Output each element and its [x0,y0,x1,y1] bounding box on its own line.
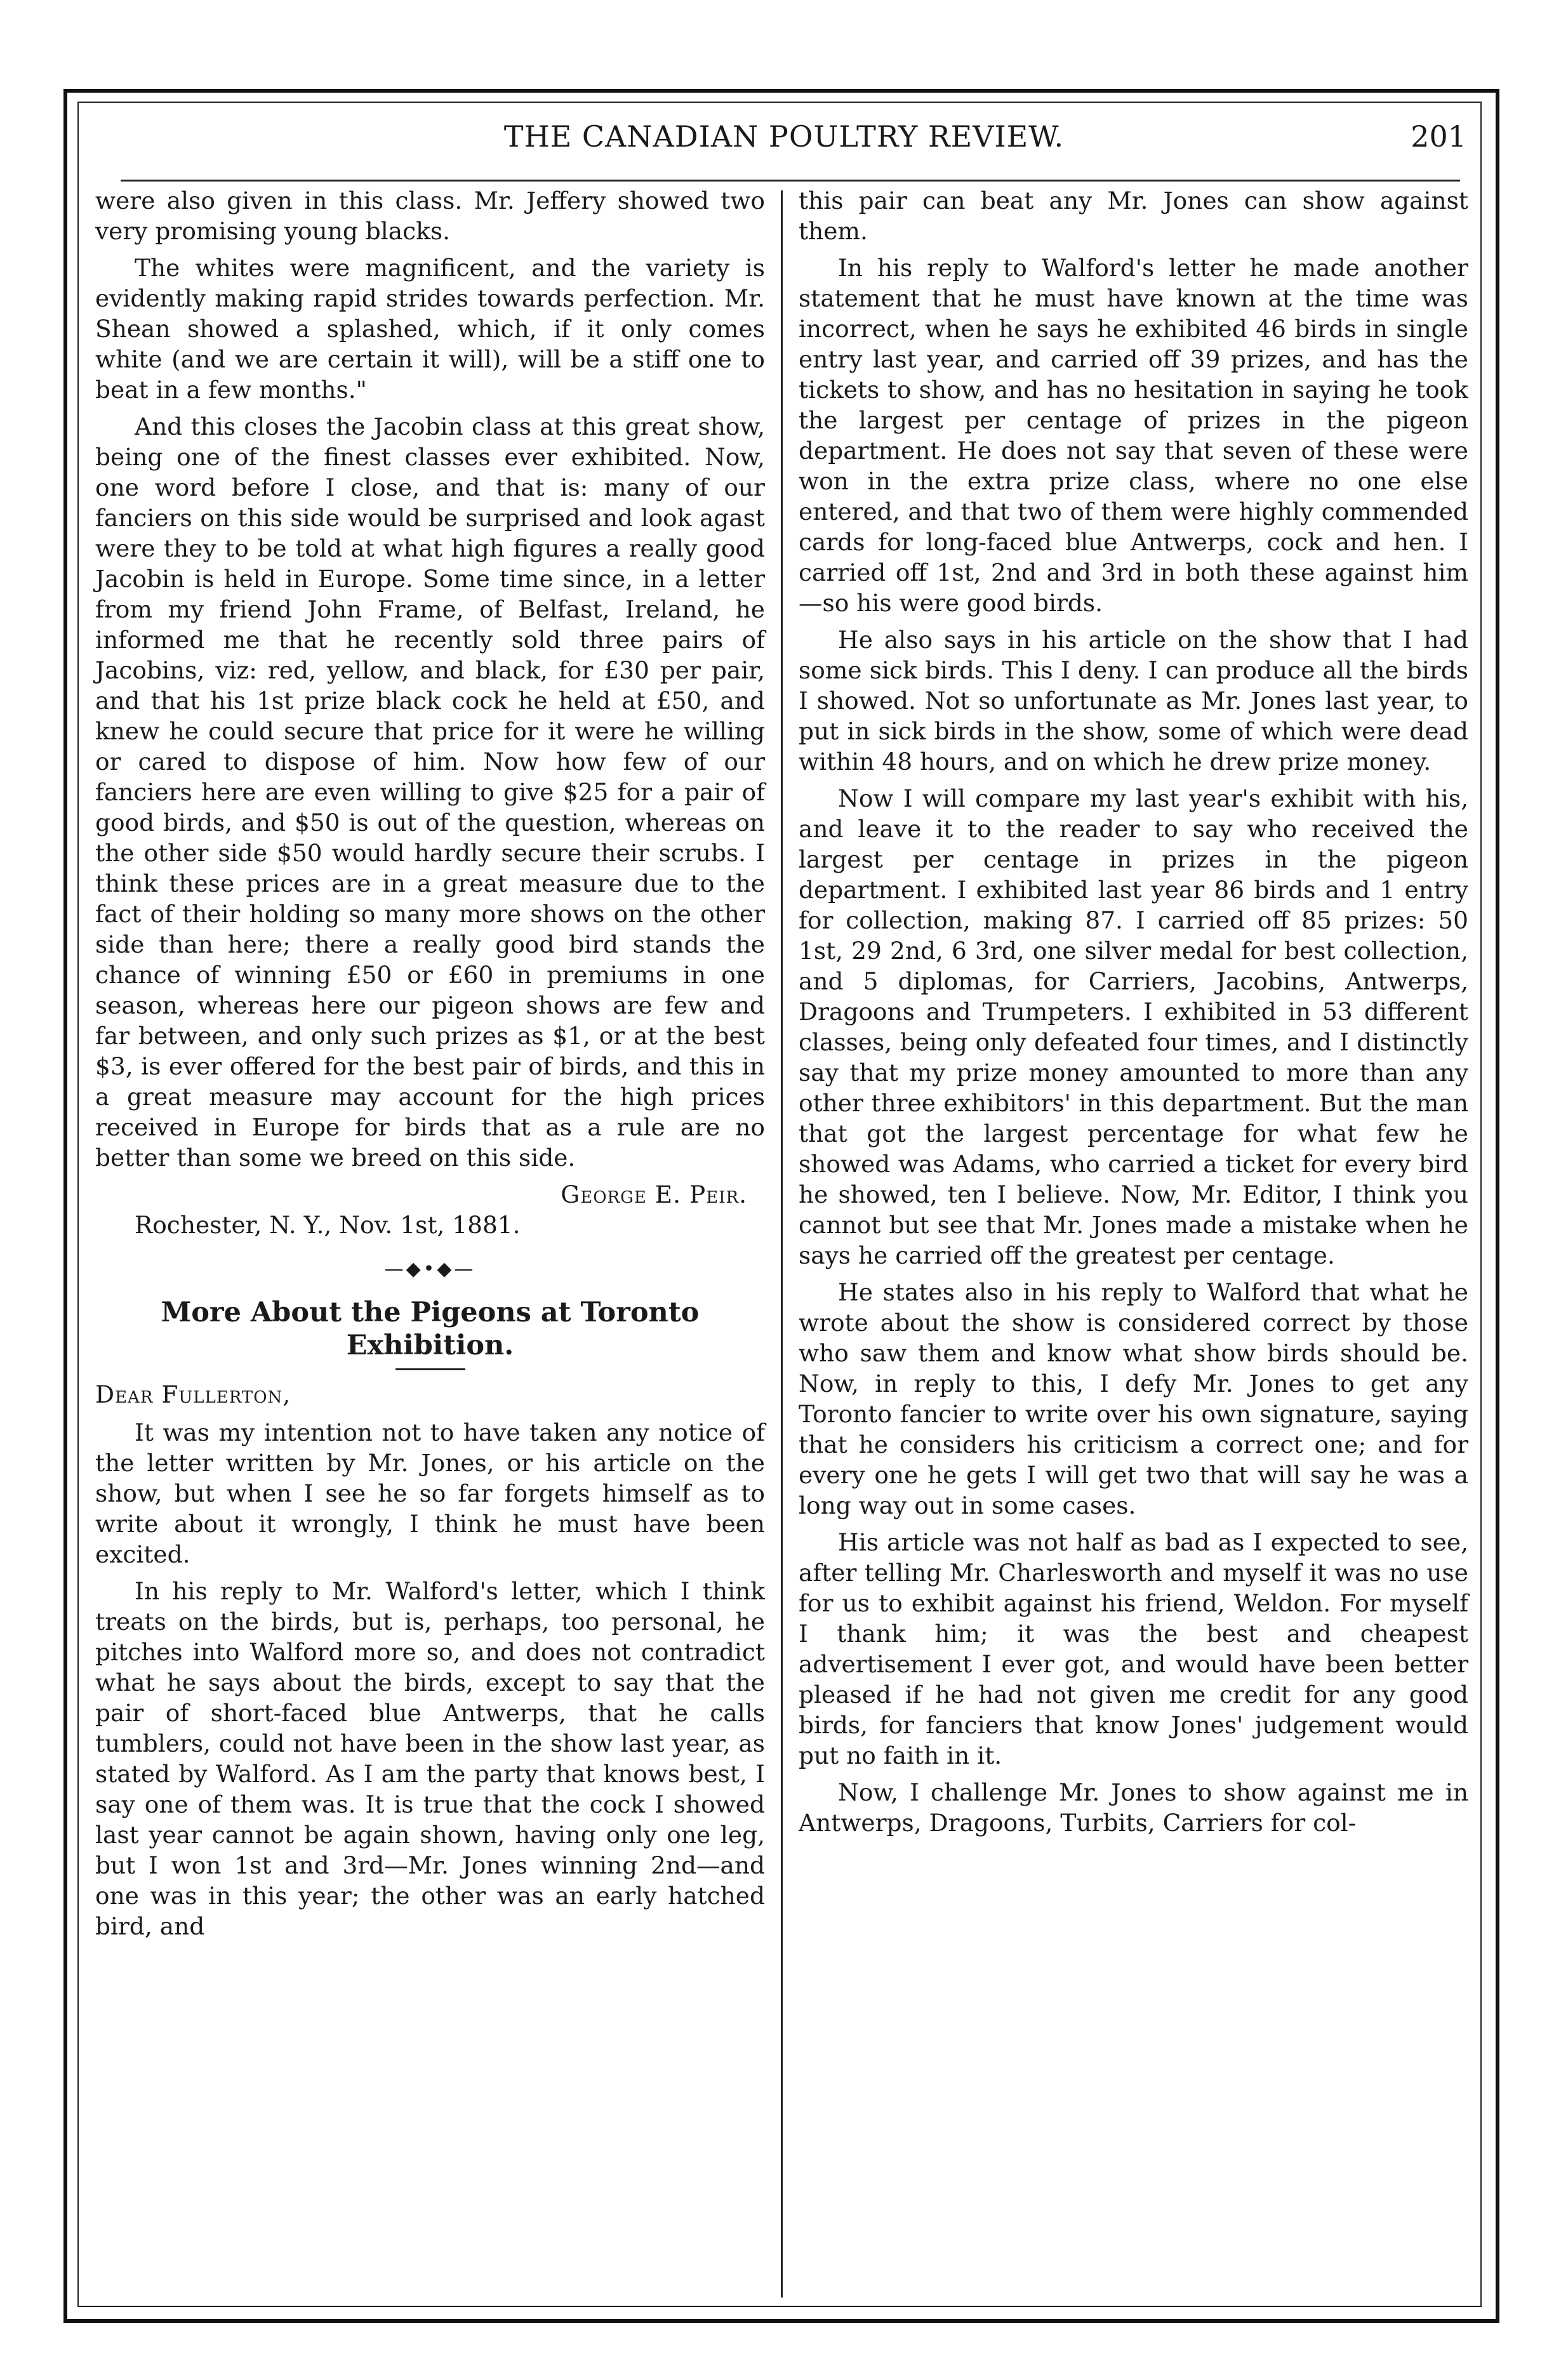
title-rule [395,1368,465,1370]
paragraph: And this closes the Jacobin class at this great show, being one of the finest classes ever exhibited. Now, one word before I close, and that is: many of our fanciers on this side would be surprised and look agast were they to be told at what high figures a really good Jacobin is held in Europe. Some time since, in a letter from my friend John Frame, of Belfast, Ireland, he informed me that he recently sold three pairs of Jacobins, viz: red, yellow, and black, for £30 per pair, and that his 1st prize black cock he held at £50, and knew he could secure that price for it were he willing or cared to dispose of him. Now how few of our fanciers here are even willing to give $25 for a pair of good birds, and $50 is out of the question, whereas on the other side $50 would hardly secure their scrubs. I think these prices are in a great measure due to the fact of their holding so many more shows on the other side than here; there a really good bird stands the chance of winning £50 or £60 in premiums in one season, whereas here our pigeon shows are few and far between, and only such prizes as $1, or at the best $3, is ever offered for the best pair of birds, and this in a great measure may account for the high prices received in Europe for birds that as a rule are no better than some we breed on this side. [95,413,765,1172]
paragraph: were also given in this class. Mr. Jeffery showed two very promising young blacks. [95,187,765,245]
paragraph: Now, I challenge Mr. Jones to show against me in Antwerps, Dragoons, Turbits, Carriers for col- [799,1778,1468,1837]
paragraph: His article was not half as bad as I expected to see, after telling Mr. Charlesworth and myself it was no use for us to exhibit against his friend, Weldon. For myself I thank him; it was the best and cheapest advertisement I ever got, and would have been better pleased if he had not given me credit for any good birds, for fanciers that know Jones' judgement would put no faith in it. [799,1528,1468,1769]
right-column [799,185,1468,1844]
left-column [95,185,765,1948]
page-number: 201 [1411,119,1466,154]
paragraph: this pair can beat any Mr. Jones can show against them. [799,187,1468,245]
column-divider [781,190,783,2297]
salutation: Dear Fullerton, [95,1380,291,1408]
paragraph: It was my intention not to have taken any notice of the letter written by Mr. Jones, or his article on the show, but when I see he so far forgets himself as to write about it wrongly, I think he must have been excited. [95,1418,765,1568]
paragraph: He states also in his reply to Walford that what he wrote about the show is considered correct by those who saw them and know what show birds should be. Now, in reply to this, I defy Mr. Jones to get any Toronto fancier to write over his own signature, saying that he considers his criticism a correct one; and for every one he gets I will get two that will say he was a long way out in some cases. [799,1278,1468,1519]
paragraph: In his reply to Walford's letter he made another statement that he must have known at the time was incorrect, when he says he exhibited 46 birds in single entry last year, and carried off 39 prizes, and has the tickets to show, and has no hesitation in saying he took the largest per centage of prizes in the pigeon department. He does not say that seven of these were won in the extra prize class, where no one else entered, and that two of them were highly commended cards for long-faced blue Antwerps, cock and hen. I carried off 1st, 2nd and 3rd in both these against him—so his were good birds. [799,254,1468,617]
running-title: THE CANADIAN POULTRY REVIEW. [503,119,1065,154]
paragraph: In his reply to Mr. Walford's letter, which I think treats on the birds, but is, perhaps, too personal, he pitches into Walford more so, and does not contradict what he says about the birds, except to say that the pair of short-faced blue Antwerps, that he calls tumblers, could not have been in the show last year, as stated by Walford. As I am the party that knows best, I say one of them was. It is true that the cock I showed last year cannot be again shown, having only one leg, but I won 1st and 3rd—Mr. Jones winning 2nd—and one was in this year; the other was an early hatched bird, and [95,1577,765,1940]
dateline: Rochester, N. Y., Nov. 1st, 1881. [135,1211,521,1239]
section-ornament: —◆•◆— [384,1258,476,1280]
running-header [102,119,1466,164]
article-title: More About the Pigeons at Toronto Exhibition. [161,1297,700,1361]
paragraph: He also says in his article on the show that I had some sick birds. This I deny. I can produce all the birds I showed. Not so unfortunate as Mr. Jones last year, to put in sick birds in the show, some of which were dead within 48 hours, and on which he drew prize money. [799,626,1468,776]
paragraph: Now I will compare my last year's exhibit with his, and leave it to the reader to say who received the largest per centage in prizes in the pigeon department. I exhibited last year 86 birds and 1 entry for collection, making 87. I carried off 85 prizes: 50 1st, 29 2nd, 6 3rd, one silver medal for best collection, and 5 diplomas, for Carriers, Jacobins, Antwerps, Dragoons and Trumpeters. I exhibited in 53 different classes, being only defeated four times, and I distinctly say that my prize money amounted to more than any other three exhibitors' in this department. But the man that got the largest percentage for what few he showed was Adams, who carried a ticket for every bird he showed, ten I believe. Now, Mr. Editor, I think you cannot but see that Mr. Jones made a mistake when he says he carried off the greatest per centage. [799,784,1468,1269]
paragraph: The whites were magnificent, and the variety is evidently making rapid strides towards perfection. Mr. Shean showed a splashed, which, if it only comes white (and we are certain it will), will be a stiff one to beat in a few months." [95,254,765,404]
author-signature: George E. Peir. [561,1180,747,1208]
header-rule [121,180,1460,182]
